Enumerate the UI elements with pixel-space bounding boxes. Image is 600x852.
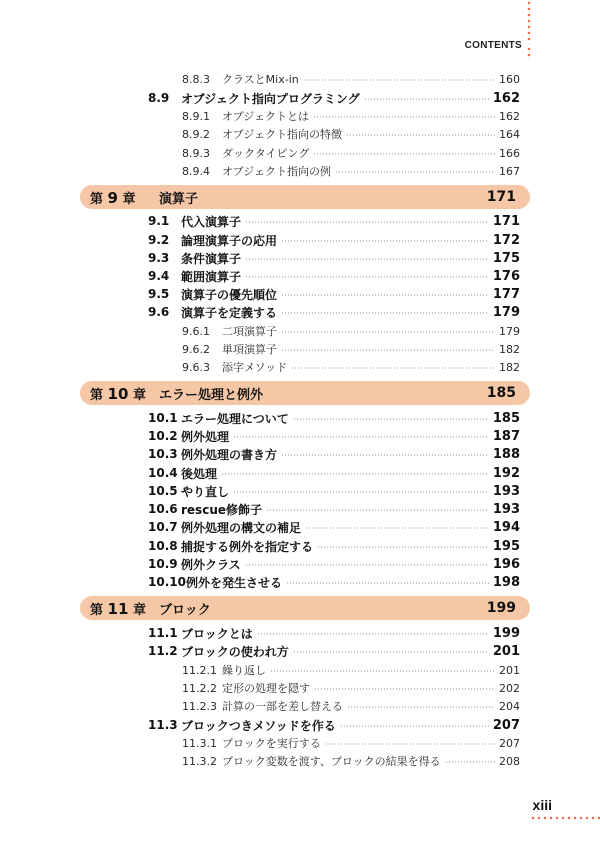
- subsection-title: 二項演算子: [222, 325, 277, 338]
- section-page: 176: [492, 268, 520, 284]
- subsection-entry[interactable]: [182, 107, 520, 125]
- chapter-prefix: 第: [90, 602, 104, 618]
- dot-leader: [281, 331, 495, 333]
- section-title: 例外処理: [181, 429, 230, 444]
- section-title: 条件演算子: [181, 251, 242, 266]
- dot-leader: [313, 153, 495, 155]
- subsection-number: 11.3.1: [182, 736, 217, 750]
- section-title: 例外クラス: [181, 557, 241, 572]
- dot-leader: [340, 725, 489, 727]
- section-page: 188: [492, 446, 520, 462]
- section-title: 捕捉する例外を指定する: [181, 539, 314, 554]
- section-number: 10.2: [148, 429, 178, 443]
- dot-leader: [245, 258, 489, 260]
- footer-decorative-dots: [530, 816, 600, 820]
- subsection-number: 8.9.4: [182, 164, 210, 178]
- header-decorative-dots: [527, 46, 531, 60]
- dot-leader: [305, 527, 489, 529]
- section-page: 194: [492, 519, 520, 535]
- section-title: rescue修飾子: [181, 502, 262, 517]
- section-number: 10.5: [148, 484, 178, 498]
- section-entry[interactable]: [148, 482, 520, 500]
- subsection-page: 204: [499, 699, 520, 713]
- section-number: 10.6: [148, 502, 178, 516]
- subsection-number: 9.6.2: [182, 342, 210, 356]
- subsection-entry[interactable]: [182, 162, 520, 180]
- chapter-number-value: 9: [107, 188, 118, 207]
- dot-leader: [221, 473, 489, 475]
- dot-leader: [266, 509, 489, 511]
- subsection-title: オブジェクト指向の特徴: [222, 128, 343, 141]
- section-number: 9.3: [148, 251, 170, 265]
- section-title: ブロックつきメソッドを作る: [181, 718, 336, 733]
- subsection-title: オブジェクトとは: [222, 110, 310, 123]
- section-entry[interactable]: [148, 500, 520, 518]
- subsection-title: 単項演算子: [222, 343, 277, 356]
- section-number: 8.9: [148, 91, 170, 105]
- chapter-number: [80, 384, 159, 403]
- chapter-prefix: 第: [90, 191, 104, 207]
- subsection-number: 11.2.3: [182, 699, 217, 713]
- subsection-entry[interactable]: [182, 679, 520, 697]
- section-page: 198: [492, 574, 520, 590]
- section-page: 162: [492, 90, 520, 106]
- section-title: ブロックとは: [181, 626, 253, 641]
- subsection-number: 11.2.2: [182, 681, 217, 695]
- dot-leader: [335, 171, 495, 173]
- dot-leader: [347, 706, 495, 708]
- section-number: 10.4: [148, 466, 178, 480]
- chapter-suffix: 章: [132, 602, 146, 618]
- section-entry[interactable]: [148, 445, 520, 463]
- chapter-suffix: 章: [122, 191, 136, 207]
- section-title: 代入演算子: [181, 214, 242, 229]
- chapter-page: 185: [486, 385, 516, 401]
- subsection-number: 8.8.3: [182, 72, 210, 86]
- section-title: 例外処理の書き方: [181, 447, 278, 462]
- subsection-entry[interactable]: [182, 358, 520, 376]
- section-entry[interactable]: [148, 518, 520, 536]
- dot-leader: [257, 633, 489, 635]
- section-entry[interactable]: [148, 212, 520, 230]
- subsection-entry[interactable]: [182, 697, 520, 715]
- section-title: 論理演算子の応用: [181, 233, 278, 248]
- section-title: オブジェクト指向プログラミング: [181, 91, 360, 106]
- chapter-title: 演算子: [159, 191, 199, 207]
- subsection-page: 201: [499, 663, 520, 677]
- dot-leader: [317, 546, 489, 548]
- dot-leader: [303, 79, 495, 81]
- subsection-entry[interactable]: [182, 70, 520, 88]
- dot-leader: [270, 670, 495, 672]
- subsection-number: 11.2.1: [182, 663, 217, 677]
- dot-leader: [286, 582, 489, 584]
- section-entry[interactable]: [148, 642, 520, 660]
- chapter-suffix: 章: [132, 387, 146, 403]
- section-number: 9.4: [148, 269, 170, 283]
- dot-leader: [281, 294, 489, 296]
- chapter-title: エラー処理と例外: [159, 387, 264, 403]
- subsection-page: 208: [499, 754, 520, 768]
- chapter-number-value: 11: [107, 599, 129, 618]
- running-header: CONTENTS: [464, 40, 522, 51]
- subsection-page: 182: [499, 342, 520, 356]
- section-number: 9.1: [148, 214, 170, 228]
- subsection-entry[interactable]: [182, 125, 520, 143]
- chapter-number: [80, 599, 159, 618]
- subsection-title: 繰り返し: [222, 664, 266, 677]
- subsection-title: 定形の処理を隠す: [222, 682, 310, 695]
- subsection-entry[interactable]: [182, 734, 520, 752]
- subsection-title: ブロックを実行する: [222, 737, 321, 750]
- section-page: 195: [492, 538, 520, 554]
- dot-leader: [313, 116, 495, 118]
- section-title: エラー処理について: [181, 411, 289, 426]
- chapter-page: 199: [486, 600, 516, 616]
- section-number: 9.6: [148, 305, 170, 319]
- dot-leader: [233, 491, 489, 493]
- chapter-prefix: 第: [90, 387, 104, 403]
- dot-leader: [293, 418, 489, 420]
- section-page: 196: [492, 556, 520, 572]
- section-title: 演算子の優先順位: [181, 287, 278, 302]
- section-number: 10.1: [148, 411, 178, 425]
- section-number: 10.10: [148, 575, 186, 589]
- section-entry[interactable]: [148, 464, 520, 482]
- chapter-heading[interactable]: [80, 596, 530, 620]
- chapter-page: 171: [486, 189, 516, 205]
- subsection-page: 179: [499, 324, 520, 338]
- chapter-number-value: 10: [107, 384, 129, 403]
- dot-leader: [281, 240, 489, 242]
- subsection-entry[interactable]: [182, 340, 520, 358]
- section-title: 後処理: [181, 466, 218, 481]
- section-entry[interactable]: [148, 267, 520, 285]
- section-entry[interactable]: [148, 716, 520, 734]
- subsection-page: 164: [499, 127, 520, 141]
- dot-leader: [245, 276, 489, 278]
- section-page: 172: [492, 232, 520, 248]
- chapter-number: [80, 188, 159, 207]
- subsection-entry[interactable]: [182, 322, 520, 340]
- subsection-number: 8.9.2: [182, 127, 210, 141]
- subsection-page: 166: [499, 146, 520, 160]
- section-entry[interactable]: [148, 89, 520, 107]
- section-title: 範囲演算子: [181, 269, 242, 284]
- section-entry[interactable]: [148, 285, 520, 303]
- subsection-page: 167: [499, 164, 520, 178]
- subsection-entry[interactable]: [182, 144, 520, 162]
- section-entry[interactable]: [148, 555, 520, 573]
- section-title: 例外を発生させる: [185, 575, 282, 590]
- section-entry[interactable]: [148, 409, 520, 427]
- subsection-number: 11.3.2: [182, 754, 217, 768]
- subsection-number: 9.6.1: [182, 324, 210, 338]
- section-number: 10.3: [148, 447, 178, 461]
- dot-leader: [445, 761, 495, 763]
- dot-leader: [314, 688, 495, 690]
- dot-leader: [281, 454, 489, 456]
- section-title: ブロックの使われ方: [181, 644, 289, 659]
- subsection-title: ダックタイピング: [222, 147, 310, 160]
- section-title: 演算子を定義する: [181, 305, 278, 320]
- section-page: 199: [492, 625, 520, 641]
- subsection-title: 計算の一部を差し替える: [222, 700, 343, 713]
- section-page: 207: [492, 717, 520, 733]
- section-page: 201: [492, 643, 520, 659]
- subsection-page: 162: [499, 109, 520, 123]
- section-number: 10.7: [148, 520, 178, 534]
- subsection-title: 添字メソッド: [222, 361, 288, 374]
- dot-leader: [245, 564, 489, 566]
- section-number: 9.2: [148, 233, 170, 247]
- section-number: 11.3: [148, 718, 178, 732]
- dot-leader: [281, 349, 495, 351]
- section-number: 9.5: [148, 287, 170, 301]
- subsection-number: 9.6.3: [182, 360, 210, 374]
- section-page: 192: [492, 465, 520, 481]
- section-title: 例外処理の構文の補足: [181, 520, 302, 535]
- subsection-title: ブロック変数を渡す、ブロックの結果を得る: [222, 755, 441, 768]
- section-title: やり直し: [181, 484, 230, 499]
- chapter-heading[interactable]: [80, 185, 530, 209]
- dot-leader: [245, 221, 489, 223]
- dot-leader: [291, 367, 495, 369]
- section-page: 175: [492, 250, 520, 266]
- dot-leader: [233, 436, 489, 438]
- section-number: 10.9: [148, 557, 178, 571]
- section-entry[interactable]: [148, 249, 520, 267]
- page-number: xiii: [532, 797, 552, 813]
- subsection-number: 8.9.3: [182, 146, 210, 160]
- section-page: 179: [492, 304, 520, 320]
- section-entry[interactable]: [148, 303, 520, 321]
- section-number: 11.2: [148, 644, 178, 658]
- section-number: 11.1: [148, 626, 178, 640]
- subsection-number: 8.9.1: [182, 109, 210, 123]
- dot-leader: [281, 312, 489, 314]
- top-decorative-dots: [527, 0, 531, 44]
- section-page: 171: [492, 213, 520, 229]
- section-entry[interactable]: [148, 427, 520, 445]
- subsection-page: 160: [499, 72, 520, 86]
- section-entry[interactable]: [148, 573, 520, 591]
- section-entry[interactable]: [148, 537, 520, 555]
- chapter-title: ブロック: [159, 602, 211, 618]
- subsection-page: 207: [499, 736, 520, 750]
- section-page: 193: [492, 483, 520, 499]
- dot-leader: [325, 743, 495, 745]
- dot-leader: [346, 134, 495, 136]
- dot-leader: [364, 98, 489, 100]
- subsection-page: 182: [499, 360, 520, 374]
- subsection-entry[interactable]: [182, 752, 520, 770]
- section-number: 10.8: [148, 539, 178, 553]
- section-page: 193: [492, 501, 520, 517]
- chapter-heading[interactable]: [80, 381, 530, 405]
- section-page: 177: [492, 286, 520, 302]
- section-entry[interactable]: [148, 231, 520, 249]
- section-page: 187: [492, 428, 520, 444]
- subsection-page: 202: [499, 681, 520, 695]
- section-page: 185: [492, 410, 520, 426]
- dot-leader: [293, 651, 489, 653]
- subsection-title: クラスとMix-in: [222, 73, 299, 86]
- subsection-title: オブジェクト指向の例: [222, 165, 332, 178]
- subsection-entry[interactable]: [182, 661, 520, 679]
- section-entry[interactable]: [148, 624, 520, 642]
